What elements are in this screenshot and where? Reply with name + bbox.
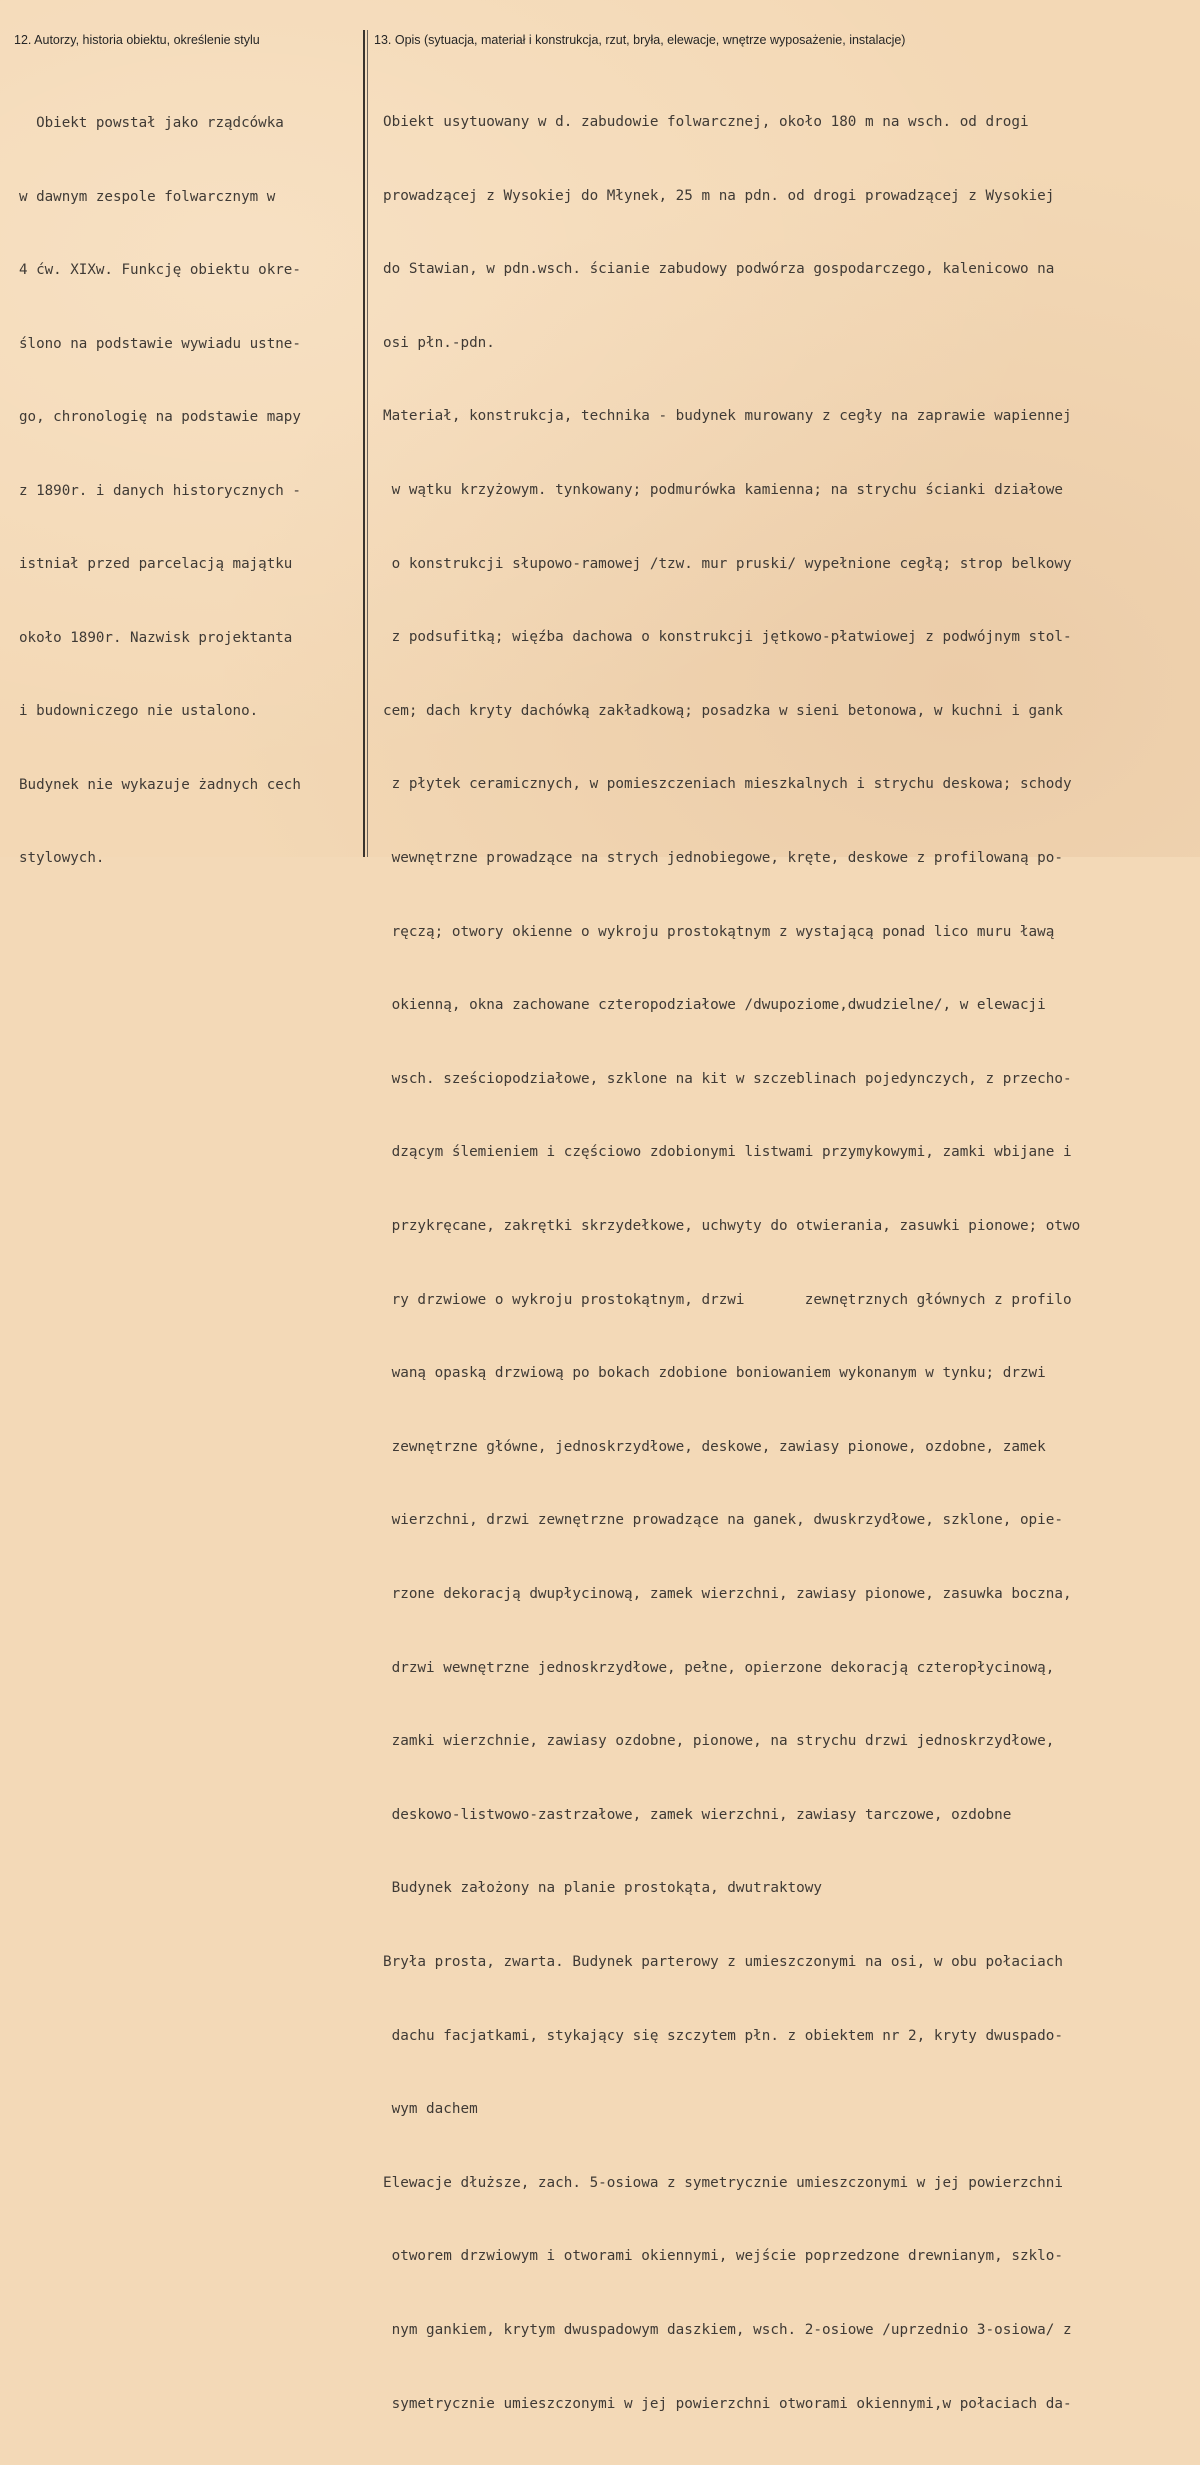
section-12-header: 12. Autorzy, historia obiektu, określenie stylu	[14, 33, 260, 47]
history-line: go, chronologię na podstawie mapy	[19, 409, 301, 425]
history-line: 4 ćw. XIXw. Funkcję obiektu okre-	[19, 262, 301, 278]
history-line: Obiekt powstał jako rządcówka	[19, 115, 284, 131]
description-line: do Stawian, w pdn.wsch. ścianie zabudowy podwórza gospodarczego, kalenicowo na	[383, 261, 1055, 278]
history-line: i budowniczego nie ustalono.	[19, 703, 259, 719]
description-line: ręczą; otwory okienne o wykroju prostokątnym z wystającą ponad lico muru ławą	[383, 923, 1055, 940]
description-line: otworem drzwiowym i otworami okiennymi, wejście poprzedzone drewnianym, szklo-	[383, 2248, 1063, 2265]
description-line: przykręcane, zakrętki skrzydełkowe, uchwyty do otwierania, zasuwki pionowe; otwo	[383, 1218, 1081, 1234]
description-line: Bryła prosta, zwarta. Budynek parterowy z umieszczonymi na osi, w obu połaciach	[383, 1953, 1063, 1970]
section-13-header: 13. Opis (sytuacja, materiał i konstrukcja, rzut, bryła, elewacje, wnętrze wyposażenie, instalacje)	[374, 33, 906, 47]
description-line: okienną, okna zachowane czteropodziałowe /dwupoziome,dwudzielne/, w elewacji	[383, 997, 1046, 1014]
description-line: osi płn.-pdn.	[383, 334, 495, 351]
description-line: symetrycznie umieszczonymi w jej powierzchni otworami okiennymi,w połaciach da-	[383, 2395, 1072, 2412]
description-line: rzone dekoracją dwupłycinową, zamek wierzchni, zawiasy pionowe, zasuwka boczna,	[383, 1585, 1072, 1602]
description-line: Budynek założony na planie prostokąta, dwutraktowy	[383, 1880, 822, 1897]
history-line: około 1890r. Nazwisk projektanta	[19, 629, 293, 646]
description-line: ry drzwiowe o wykroju prostokątnym, drzwi zewnętrznych głównych z profilo	[383, 1291, 1072, 1308]
history-text-column	[19, 62, 301, 920]
history-line: stylowych.	[19, 850, 105, 866]
description-line: cem; dach kryty dachówką zakładkową; posadzka w sieni betonowa, w kuchni i gank	[383, 702, 1063, 719]
column-divider-secondary	[367, 30, 368, 857]
description-line: o konstrukcji słupowo-ramowej /tzw. mur pruski/ wypełnione cegłą; strop belkowy	[383, 555, 1072, 572]
description-line: Materiał, konstrukcja, technika - budynek murowany z cegły na zaprawie wapiennej	[383, 408, 1072, 425]
description-line: dzącym ślemieniem i częściowo zdobionymi listwami przymykowymi, zamki wbijane i	[383, 1144, 1072, 1161]
history-line: w dawnym zespole folwarcznym w	[19, 188, 276, 205]
description-line: wsch. sześciopodziałowe, szklone na kit w szczeblinach pojedynczych, z przecho-	[383, 1070, 1072, 1087]
description-line: nym gankiem, krytym dwuspadowym daszkiem, wsch. 2-osiowe /uprzednio 3-osiowa/ z	[383, 2321, 1072, 2338]
description-line: waną opaską drzwiową po bokach zdobione boniowaniem wykonanym w tynku; drzwi	[383, 1365, 1046, 1382]
history-line: Budynek nie wykazuje żadnych cech	[19, 776, 301, 793]
description-line: z podsufitką; więźba dachowa o konstrukcji jętkowo-płatwiowej z podwójnym stol-	[383, 629, 1072, 646]
description-text-column	[383, 61, 1080, 2465]
description-line: drzwi wewnętrzne jednoskrzydłowe, pełne, opierzone dekoracją czteropłycinową,	[383, 1659, 1055, 1676]
description-line: wierzchni, drzwi zewnętrzne prowadzące na ganek, dwuskrzydłowe, szklone, opie-	[383, 1512, 1063, 1529]
description-line: z płytek ceramicznych, w pomieszczeniach mieszkalnych i strychu deskowa; schody	[383, 776, 1072, 793]
description-line: prowadzącej z Wysokiej do Młynek, 25 m na pdn. od drogi prowadzącej z Wysokiej	[383, 187, 1055, 204]
description-line: Elewacje dłuższe, zach. 5-osiowa z symetrycznie umieszczonymi w jej powierzchni	[383, 2174, 1063, 2191]
history-line: ślono na podstawie wywiadu ustne-	[19, 335, 301, 352]
description-line: w wątku krzyżowym. tynkowany; podmurówka kamienna; na strychu ścianki działowe	[383, 482, 1063, 499]
description-line: wym dachem	[383, 2101, 478, 2118]
history-line: istniał przed parcelacją majątku	[19, 556, 293, 572]
description-line: dachu facjatkami, stykający się szczytem płn. z obiektem nr 2, kryty dwuspado-	[383, 2027, 1063, 2044]
description-line: zamki wierzchnie, zawiasy ozdobne, pionowe, na strychu drzwi jednoskrzydłowe,	[383, 1733, 1055, 1750]
history-line: z 1890r. i danych historycznych -	[19, 482, 301, 499]
description-line: Obiekt usytuowany w d. zabudowie folwarcznej, około 180 m na wsch. od drogi	[383, 114, 1029, 131]
description-line: zewnętrzne główne, jednoskrzydłowe, deskowe, zawiasy pionowe, ozdobne, zamek	[383, 1438, 1046, 1455]
description-line: wewnętrzne prowadzące na strych jednobiegowe, kręte, deskowe z profilowaną po-	[383, 850, 1063, 867]
column-divider	[363, 30, 365, 857]
description-line: deskowo-listwowo-zastrzałowe, zamek wierzchni, zawiasy tarczowe, ozdobne	[383, 1806, 1012, 1823]
